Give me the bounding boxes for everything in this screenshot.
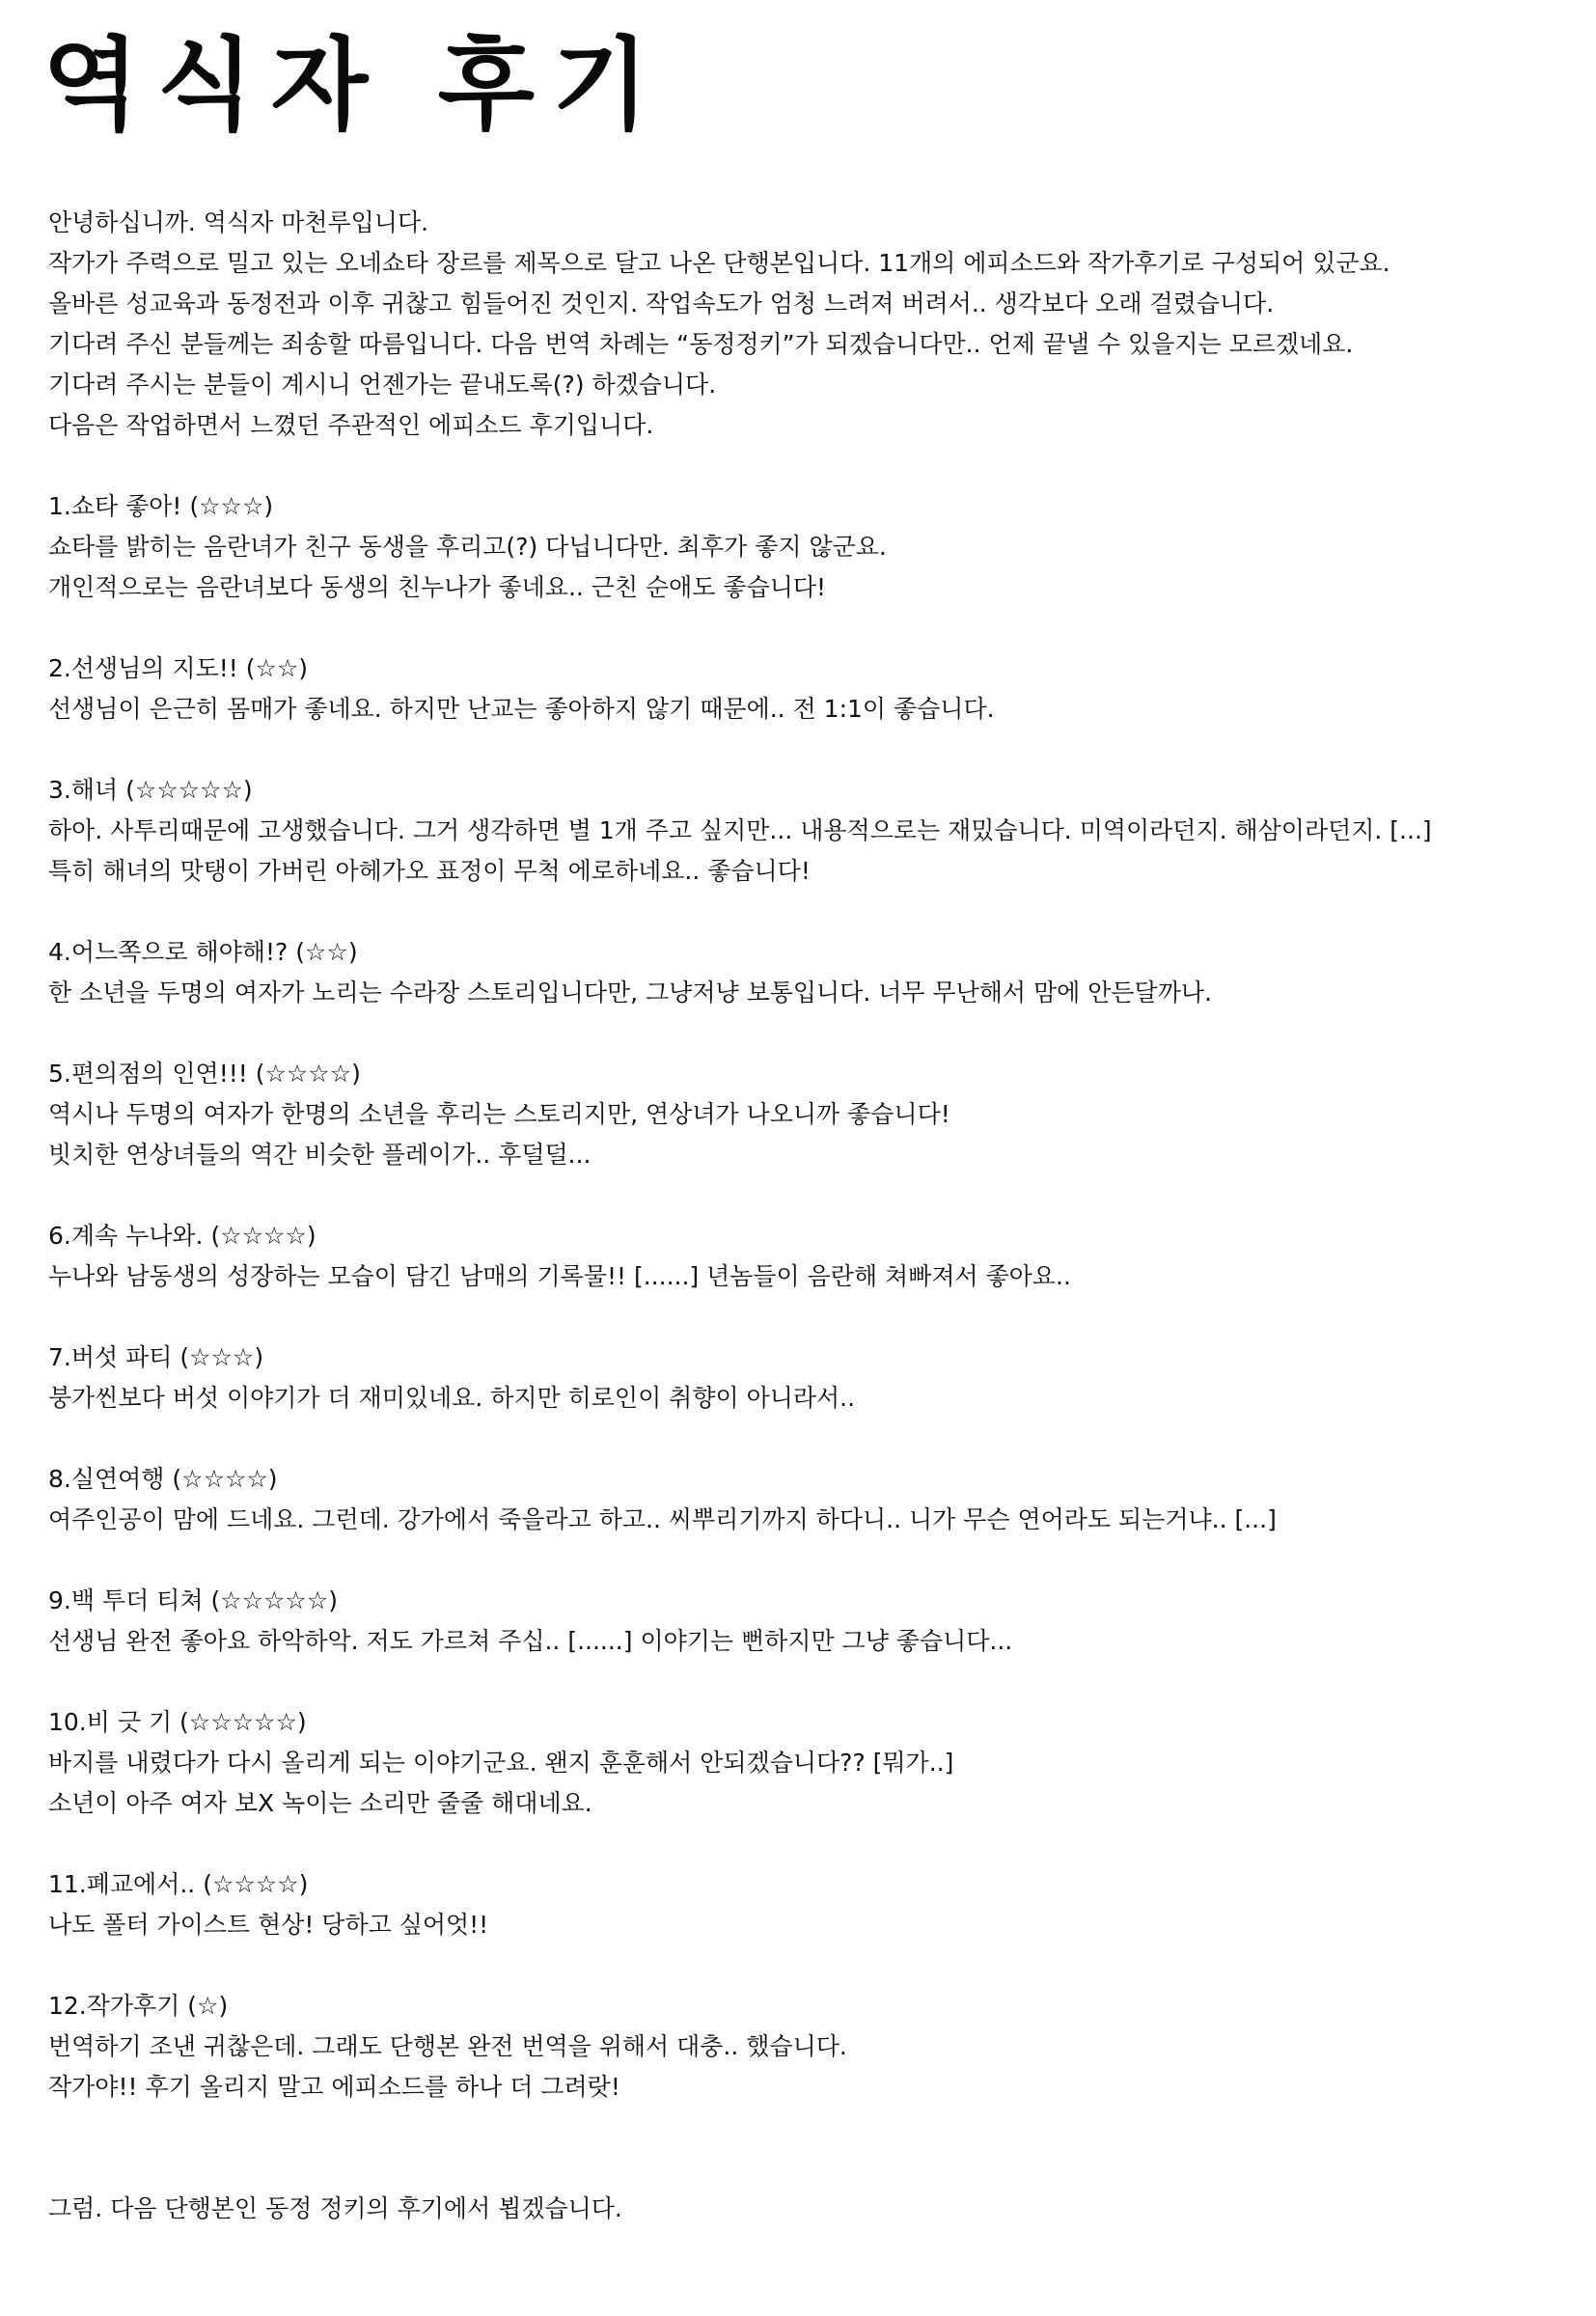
intro-line: 작가가 주력으로 밀고 있는 오네쇼타 장르를 제목으로 달고 나온 단행본입니다. 11개의 에피소드와 작가후기로 구성되어 있군요. — [48, 249, 1390, 277]
episode-comment: 누나와 남동생의 성장하는 모습이 담긴 남매의 기록물!! [......] 년놈들이 음란해 쳐빠져서 좋아요.. — [48, 1262, 1071, 1290]
intro-line: 기다려 주신 분들께는 죄송할 따름입니다. 다음 번역 차례는 “동정정키”가 되겠습니다만.. 언제 끝낼 수 있을지는 모르겠네요. — [48, 330, 1354, 358]
episode-heading: 8.실연여행 (☆☆☆☆) — [48, 1465, 278, 1493]
episode-comment: 바지를 내렸다가 다시 올리게 되는 이야기군요. 왠지 훈훈해서 안되겠습니다?? [뭐가..] — [48, 1749, 954, 1777]
episode-comment: 여주인공이 맘에 드네요. 그런데. 강가에서 죽을라고 하고.. 씨뿌리기까지 하다니.. 니가 무슨 연어라도 되는거냐.. [...] — [48, 1505, 1277, 1533]
episode-comment: 작가야!! 후기 올리지 말고 에피소드를 하나 더 그려랏! — [48, 2073, 620, 2101]
episode-comment: 하아. 사투리때문에 고생했습니다. 그거 생각하면 별 1개 주고 싶지만... 내용적으로는 재밌습니다. 미역이라던지. 해삼이라던지. [...] — [48, 816, 1432, 844]
episode-heading: 5.편의점의 인연!!! (☆☆☆☆) — [48, 1060, 361, 1088]
episode-review — [48, 1216, 1554, 1297]
episode-comment: 빗치한 연상녀들의 역간 비슷한 플레이가.. 후덜덜... — [48, 1141, 592, 1169]
intro-line: 다음은 작업하면서 느꼈던 주관적인 에피소드 후기입니다. — [48, 411, 654, 439]
episode-comment: 선생님 완전 좋아요 하악하악. 저도 가르쳐 주십.. [......] 이야기는 뻔하지만 그냥 좋습니다... — [48, 1627, 1013, 1655]
episode-review — [48, 1702, 1554, 1824]
intro-line: 안녕하십니까. 역식자 마천루입니다. — [48, 208, 429, 236]
episode-heading: 12.작가후기 (☆) — [48, 1992, 229, 2020]
episode-heading: 2.선생님의 지도!! (☆☆) — [48, 654, 309, 682]
episode-heading: 1.쇼타 좋아! (☆☆☆) — [48, 492, 274, 520]
episode-heading: 6.계속 누나와. (☆☆☆☆) — [48, 1222, 316, 1250]
episode-comment: 한 소년을 두명의 여자가 노리는 수라장 스토리입니다만, 그냥저냥 보통입니다. 너무 무난해서 맘에 안든달까나. — [48, 979, 1212, 1006]
page-title: 역식자 후기 — [42, 26, 667, 144]
episode-review — [48, 486, 1554, 608]
episode-comment: 쇼타를 밝히는 음란녀가 친구 동생을 후리고(?) 다닙니다만. 최후가 좋지 않군요. — [48, 533, 887, 561]
episode-heading: 4.어느쪽으로 해야해!? (☆☆) — [48, 938, 358, 966]
episode-review — [48, 1459, 1554, 1540]
episode-comment: 붕가씬보다 버섯 이야기가 더 재미있네요. 하지만 히로인이 취향이 아니라서.. — [48, 1384, 856, 1412]
episode-comment: 특히 해녀의 맛탱이 가버린 아헤가오 표정이 무척 에로하네요.. 좋습니다! — [48, 857, 811, 885]
intro-paragraph — [48, 203, 1554, 446]
episode-review — [48, 1986, 1554, 2108]
episode-comment: 개인적으로는 음란녀보다 동생의 친누나가 좋네요.. 근친 순애도 좋습니다! — [48, 573, 827, 601]
episode-review — [48, 1337, 1554, 1419]
episode-review — [48, 770, 1554, 892]
episode-comment: 나도 폴터 가이스트 현상! 당하고 싶어엇!! — [48, 1911, 489, 1939]
episode-review — [48, 932, 1554, 1013]
episode-review — [48, 648, 1554, 730]
episode-heading: 3.해녀 (☆☆☆☆☆) — [48, 776, 253, 804]
episode-review — [48, 1581, 1554, 1662]
episode-comment: 소년이 아주 여자 보X 녹이는 소리만 줄줄 해대네요. — [48, 1789, 592, 1817]
episode-review — [48, 1864, 1554, 1945]
episode-heading: 9.백 투더 티쳐 (☆☆☆☆☆) — [48, 1586, 339, 1614]
episode-heading: 10.비 긋 기 (☆☆☆☆☆) — [48, 1708, 307, 1736]
episode-comment: 번역하기 조낸 귀찮은데. 그래도 단행본 완전 번역을 위해서 대충.. 했습니다. — [48, 2032, 847, 2060]
episode-comment: 역시나 두명의 여자가 한명의 소년을 후리는 스토리지만, 연상녀가 나오니까 좋습니다! — [48, 1100, 950, 1128]
afterword-body — [48, 203, 1554, 2229]
episode-review — [48, 1054, 1554, 1175]
episode-comment: 선생님이 은근히 몸매가 좋네요. 하지만 난교는 좋아하지 않기 때문에.. 전 1:1이 좋습니다. — [48, 695, 995, 723]
intro-line: 올바른 성교육과 동정전과 이후 귀찮고 힘들어진 것인지. 작업속도가 엄청 느려져 버려서.. 생각보다 오래 걸렸습니다. — [48, 290, 1275, 317]
intro-line: 기다려 주시는 분들이 계시니 언젠가는 끝내도록(?) 하겠습니다. — [48, 371, 717, 399]
episode-heading: 7.버섯 파티 (☆☆☆) — [48, 1343, 264, 1371]
closing-line: 그럼. 다음 단행본인 동정 정키의 후기에서 뵙겠습니다. — [48, 2194, 622, 2222]
episode-heading: 11.폐교에서.. (☆☆☆☆) — [48, 1870, 309, 1898]
